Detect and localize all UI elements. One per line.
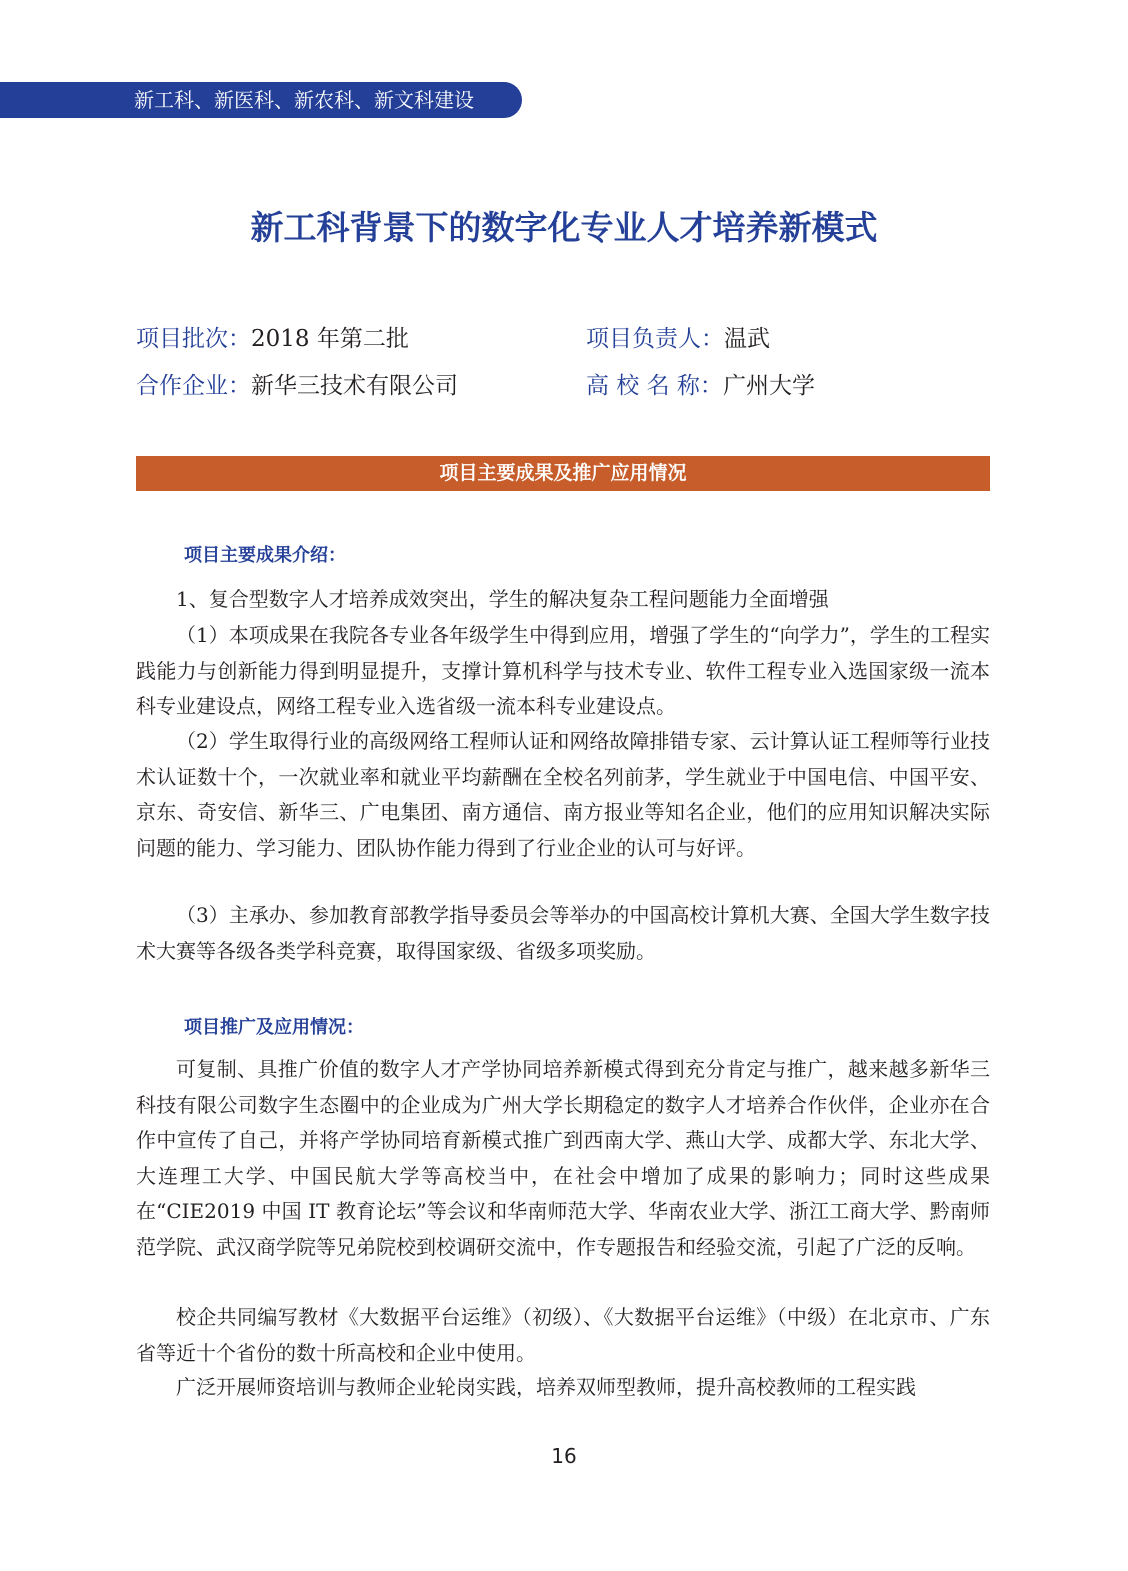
header-band-text: 新工科、新医科、新农科、新文科建设 — [134, 88, 474, 112]
achievements-heading: 项目主要成果介绍： — [184, 545, 346, 566]
header-band — [0, 82, 522, 118]
meta-leader-value: 温武 — [724, 326, 770, 352]
achievement-paragraph-4: （3）主承办、参加教育部教学指导委员会等举办的中国高校计算机大赛、全国大学生数字技术大赛等各级各类学科竞赛，取得国家级、省级多项奖励。 — [136, 903, 990, 963]
meta-school-label: 高 校 名 称： — [586, 373, 723, 399]
achievement-paragraph-3: （2）学生取得行业的高级网络工程师认证和网络故障排错专家、云计算认证工程师等行业技术认证数十个，一次就业率和就业平均薪酬在全校名列前茅，学生就业于中国电信、中国平安、京东、奇安信、新华三、广电集团、南方通信、南方报业等知名企业，他们的应用知识解决实际问题的能力、学习能力、团队协作能力得到了行业企业的认可与好评。 — [136, 729, 990, 860]
meta-batch-value: 2018 年第二批 — [251, 326, 409, 352]
promotion-paragraph-2: 校企共同编写教材《大数据平台运维》（初级）、《大数据平台运维》（中级）在北京市、广东省等近十个省份的数十所高校和企业中使用。 — [136, 1305, 990, 1365]
page-number: 16 — [551, 1444, 577, 1468]
promotion-paragraph-3: 广泛开展师资培训与教师企业轮岗实践，培养双师型教师，提升高校教师的工程实践 — [176, 1375, 916, 1399]
promotion-paragraph-1: 可复制、具推广价值的数字人才产学协同培养新模式得到充分肯定与推广，越来越多新华三科技有限公司数字生态圈中的企业成为广州大学长期稳定的数字人才培养合作伙伴，企业亦在合作中宣传了自己，并将产学协同培育新模式推广到西南大学、燕山大学、成都大学、东北大学、大连理工大学、中国民航大学等高校当中，在社会中增加了成果的影响力；同时这些成果在“CIE2019 中国 IT 教育论坛”等会议和华南师范大学、华南农业大学、浙江工商大学、黔南师范学院、武汉商学院等兄弟院校到校调研交流中，作专题报告和经验交流，引起了广泛的反响。 — [136, 1057, 990, 1259]
meta-leader — [586, 324, 770, 354]
achievement-paragraph-2: （1）本项成果在我院各专业各年级学生中得到应用，增强了学生的“向学力”，学生的工程实践能力与创新能力得到明显提升，支撑计算机科学与技术专业、软件工程专业入选国家级一流本科专业建设点，网络工程专业入选省级一流本科专业建设点。 — [136, 623, 990, 719]
section-bar: 项目主要成果及推广应用情况 — [136, 456, 990, 491]
meta-company-value: 新华三技术有限公司 — [251, 373, 458, 399]
meta-batch — [136, 324, 409, 354]
promotion-heading: 项目推广及应用情况： — [184, 1017, 364, 1038]
achievement-paragraph-1: 1、复合型数字人才培养成效突出，学生的解决复杂工程问题能力全面增强 — [176, 587, 829, 611]
meta-batch-label: 项目批次： — [136, 326, 251, 352]
page-title: 新工科背景下的数字化专业人才培养新模式 — [250, 208, 878, 247]
meta-company — [136, 371, 458, 401]
meta-company-label: 合作企业： — [136, 373, 251, 399]
meta-leader-label: 项目负责人： — [586, 326, 724, 352]
meta-school — [586, 371, 815, 401]
meta-school-value: 广州大学 — [722, 373, 815, 399]
